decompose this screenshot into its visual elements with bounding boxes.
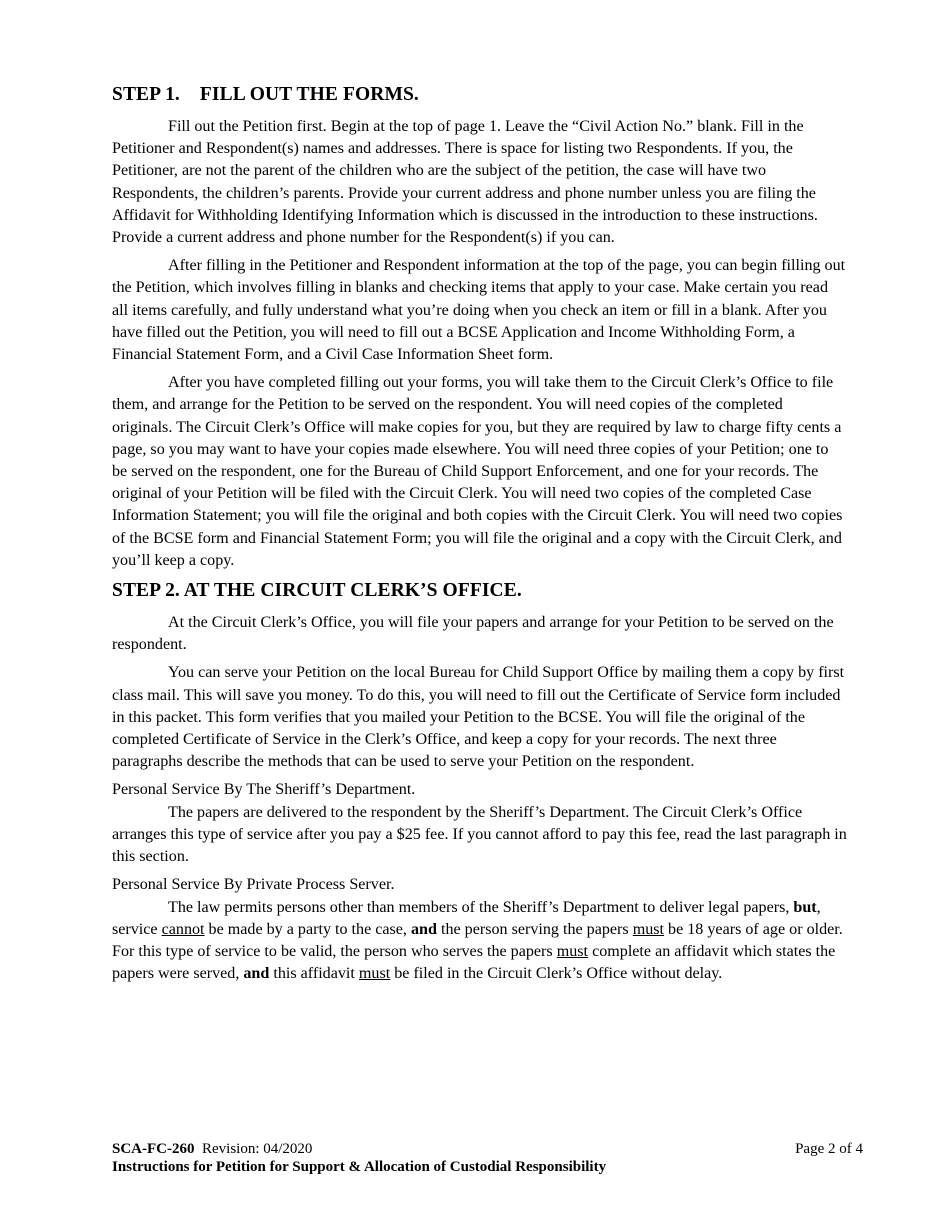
step1-title: FILL OUT THE FORMS. [199,84,419,105]
emphasis-must: must [632,920,665,938]
step1-number: STEP 1. [112,84,180,105]
private-server-heading: Personal Service By Private Process Server. [112,876,395,894]
step2-heading: STEP 2. AT THE CIRCUIT CLERK’S OFFICE. [112,580,522,602]
page-number: Page 2 of 4 [795,1141,863,1157]
page-content [112,84,847,991]
emphasis-and: and [243,965,270,983]
step1-paragraph-1: Fill out the Petition first. Begin at the top of page 1. Leave the “Civil Action No.” blank. Fill in the Petitioner and Respondent(s) names and addresses. There is space for listing two Respondents. If you, the Petitioner, are not the parent of the children who are the subject of the petition, the case will have two Respondents, the children’s parents. Provide your current address and phone number unless you are filing the Affidavit for Withholding Identifying Information which is discussed in the introduction to these instructions. Provide a current address and phone number for the Respondent(s) if you can. [112,118,818,247]
form-code: SCA-FC-260 [112,1141,195,1157]
form-title: Instructions for Petition for Support & Allocation of Custodial Responsibility [112,1159,607,1175]
private-server-body: The law permits persons other than members of the Sheriff’s Department to deliver legal papers, but, service cannot be made by a party to the case, and the person serving the papers must be 18 years of age or older. For this type of service to be valid, the person who serves the papers must complete an affidavit which states the papers were served, and this affidavit must be filed in the Circuit Clerk’s Office without delay. [112,898,843,983]
step1-heading [112,84,847,106]
emphasis-cannot: cannot [161,920,205,938]
sheriff-service-body: The papers are delivered to the respondent by the Sheriff’s Department. The Circuit Clerk’s Office arranges this type of service after you pay a $25 fee. If you cannot afford to pay this fee, read the last paragraph in this section. [112,803,847,866]
step2-paragraph-2: You can serve your Petition on the local Bureau for Child Support Office by mailing them a copy by first class mail. This will save you money. To do this, you will need to fill out the Certificate of Service form included in this packet. This form verifies that you mailed your Petition to the BCSE. You will file the original of the completed Certificate of Service in the Clerk’s Office, and keep a copy for your records. The next three paragraphs describe the methods that can be used to serve your Petition on the respondent. [112,664,845,771]
step1-paragraph-3: After you have completed filling out your forms, you will take them to the Circuit Clerk’s Office to file them, and arrange for the Petition to be served on the respondent. You will need copies of the completed originals. The Circuit Clerk’s Office will make copies for you, but they are required by law to charge fifty cents a page, so you may want to have your copies made elsewhere. You will need three copies of your Petition; one to be served on the respondent, one for the Bureau of Child Support Enforcement, and one for your records. The original of your Petition will be filed with the Circuit Clerk. You will need two copies of the completed Case Information Statement; you will file the original and both copies with the Circuit Clerk. You will need two copies of the BCSE form and Financial Statement Form; you will file the original and a copy with the Circuit Clerk, and you’ll keep a copy. [112,374,843,569]
sheriff-service-heading: Personal Service By The Sheriff’s Department. [112,781,416,799]
emphasis-but: but [793,898,817,916]
page-footer [112,1141,863,1176]
step2-paragraph-1: At the Circuit Clerk’s Office, you will file your papers and arrange for your Petition to be served on the respondent. [112,614,834,654]
emphasis-must: must [358,965,391,983]
emphasis-must: must [556,942,589,960]
emphasis-and: and [410,920,437,938]
step1-paragraph-2: After filling in the Petitioner and Respondent information at the top of the page, you can begin filling out the Petition, which involves filling in blanks and checking items that apply to your case. Make certain you read all items carefully, and fully understand what you’re doing when you check an item or fill in a blank. After you have filled out the Petition, you will need to fill out a BCSE Application and Income Withholding Form, a Financial Statement Form, and a Civil Case Information Sheet form. [112,257,846,364]
form-revision: Revision: 04/2020 [202,1141,313,1157]
